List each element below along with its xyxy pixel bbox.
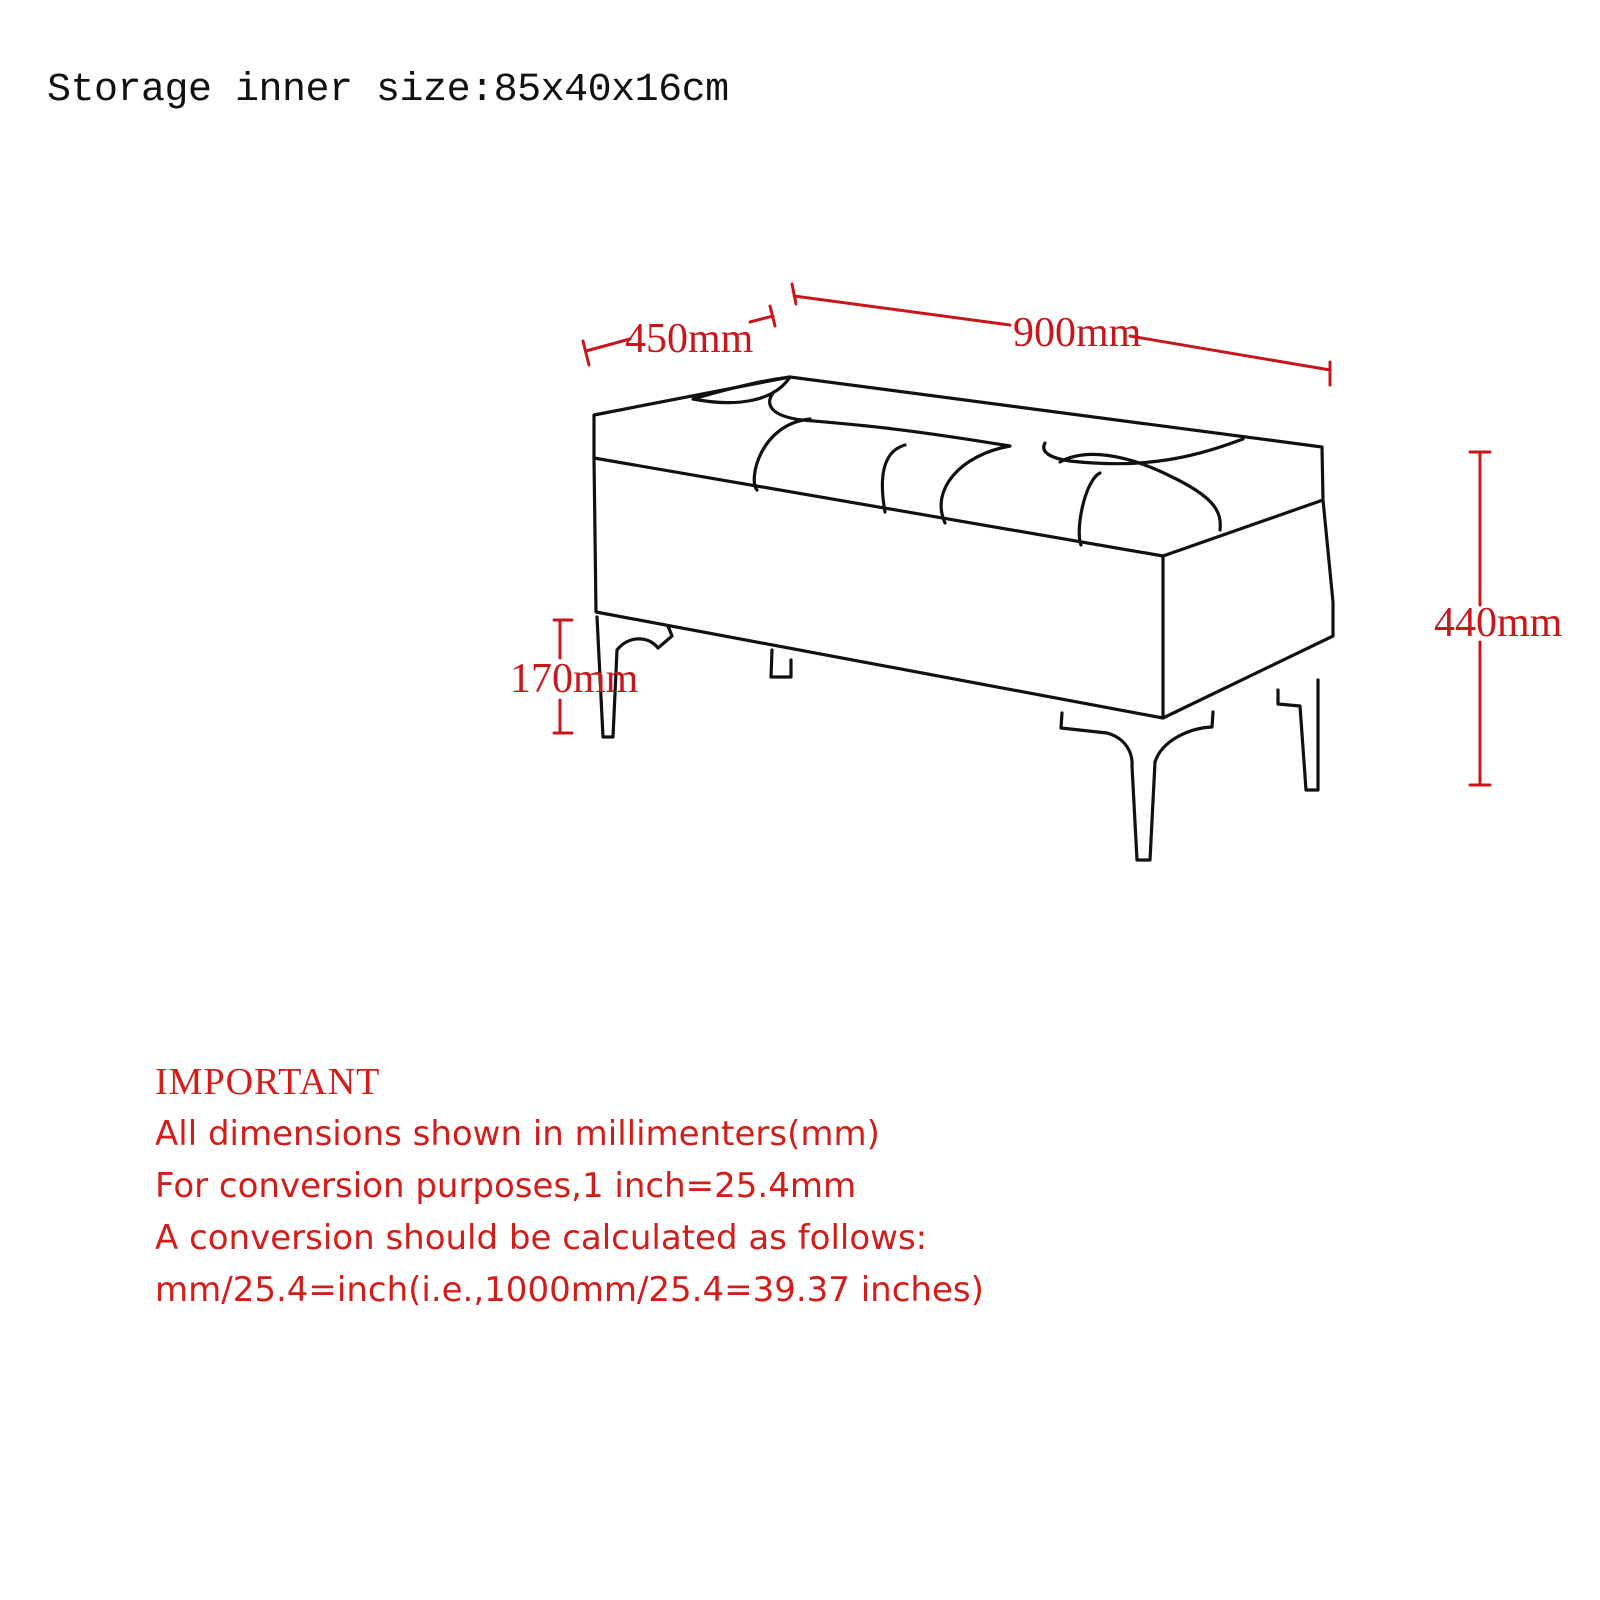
bench-legs — [597, 617, 1318, 860]
important-notes — [155, 1060, 984, 1316]
box-side — [1163, 500, 1333, 718]
notes-line-conversion-intro: A conversion should be calculated as follows: — [155, 1218, 928, 1258]
leg-height-dimension-label: 170mm — [510, 656, 639, 702]
leg-front-right — [1061, 712, 1213, 860]
cushion-seams — [693, 377, 1243, 545]
box-front — [594, 458, 1163, 718]
notes-line-units: All dimensions shown in millimenters(mm) — [155, 1114, 880, 1154]
leg-back-left — [771, 650, 791, 677]
lid-top — [594, 377, 1323, 556]
notes-line-conversion-factor: For conversion purposes,1 inch=25.4mm — [155, 1166, 857, 1206]
height-dimension-label: 440mm — [1434, 600, 1563, 646]
storage-size-text: Storage inner size:85x40x16cm — [47, 68, 729, 113]
depth-dimension-label: 450mm — [625, 316, 754, 362]
notes-line-conversion-example: mm/25.4=inch(i.e.,1000mm/25.4=39.37 inches) — [155, 1270, 984, 1310]
notes-title: IMPORTANT — [155, 1061, 381, 1103]
width-dimension-label: 900mm — [1013, 310, 1142, 356]
leg-back-right — [1278, 680, 1318, 790]
bench-outline — [594, 377, 1333, 718]
